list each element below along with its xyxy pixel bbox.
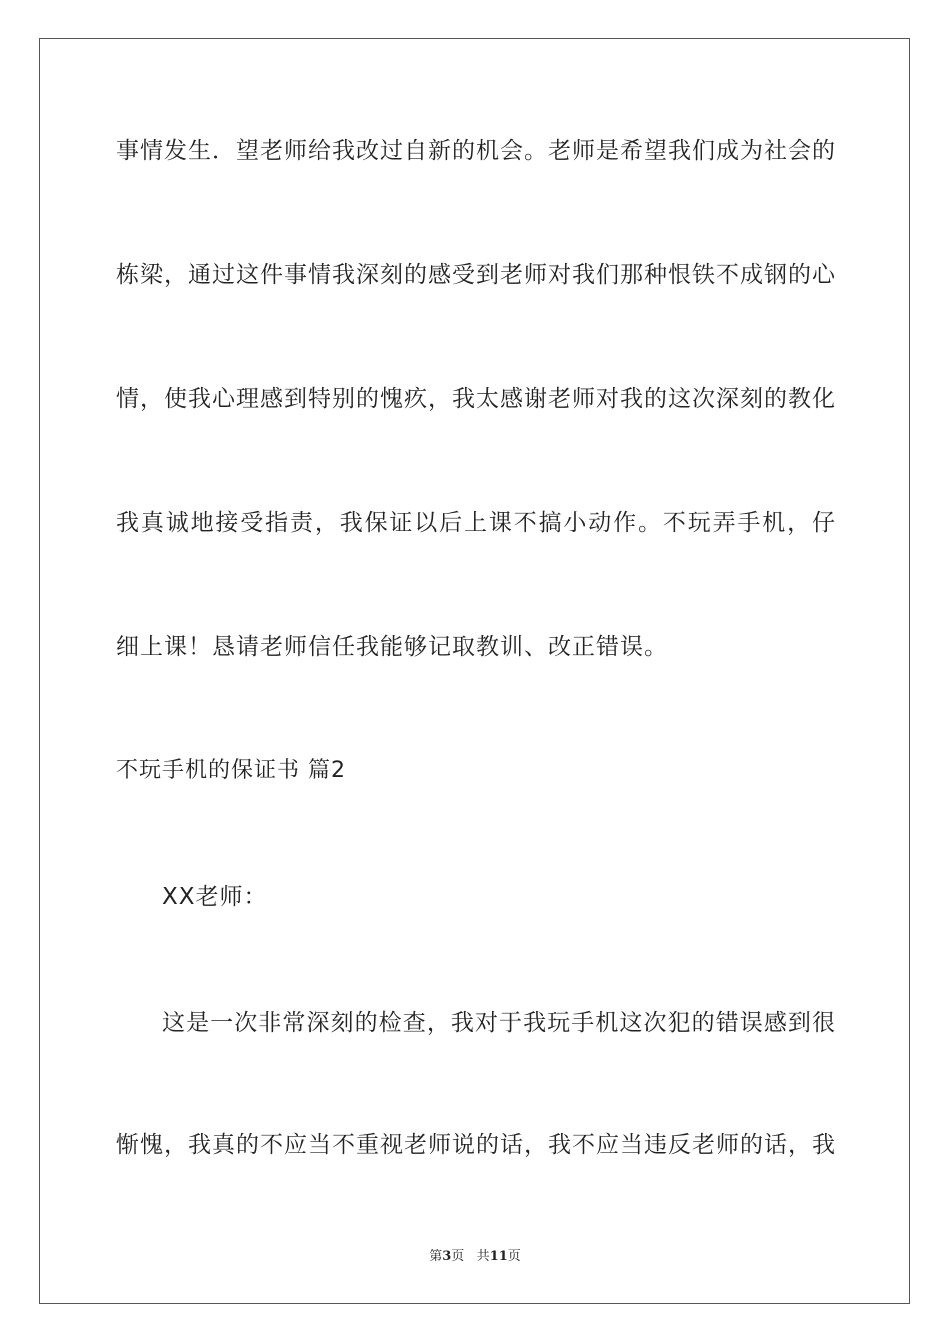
paragraph-line-5: 细上课！恳请老师信任我能够记取教训、改正错误。	[116, 634, 668, 660]
body-line-2: 惭愧，我真的不应当不重视老师说的话，我不应当违反老师的话，我	[116, 1132, 836, 1158]
paragraph-line-3: 情，使我心理感到特别的愧疚，我太感谢老师对我的这次深刻的教化	[116, 386, 836, 412]
page-footer	[0, 1248, 950, 1266]
paragraph-line-1: 事情发生．望老师给我改过自新的机会。老师是希望我们成为社会的	[116, 138, 836, 164]
footer-page-prefix: 第	[429, 1249, 443, 1264]
salutation: XX老师：	[162, 884, 268, 910]
footer-page-suffix: 页	[451, 1249, 465, 1264]
footer-total-prefix: 共	[476, 1249, 490, 1264]
footer-total-suffix: 页	[507, 1249, 521, 1264]
section-heading: 不玩手机的保证书 篇2	[116, 758, 346, 783]
paragraph-line-2: 栋梁，通过这件事情我深刻的感受到老师对我们那种恨铁不成钢的心	[116, 262, 836, 288]
body-line-1: 这是一次非常深刻的检查，我对于我玩手机这次犯的错误感到很	[162, 1010, 836, 1036]
footer-total-number: 11	[489, 1249, 508, 1264]
footer-page-number: 3	[442, 1249, 452, 1264]
paragraph-line-4: 我真诚地接受指责，我保证以后上课不搞小动作。不玩弄手机，仔	[116, 510, 836, 536]
page-border	[39, 38, 910, 1304]
